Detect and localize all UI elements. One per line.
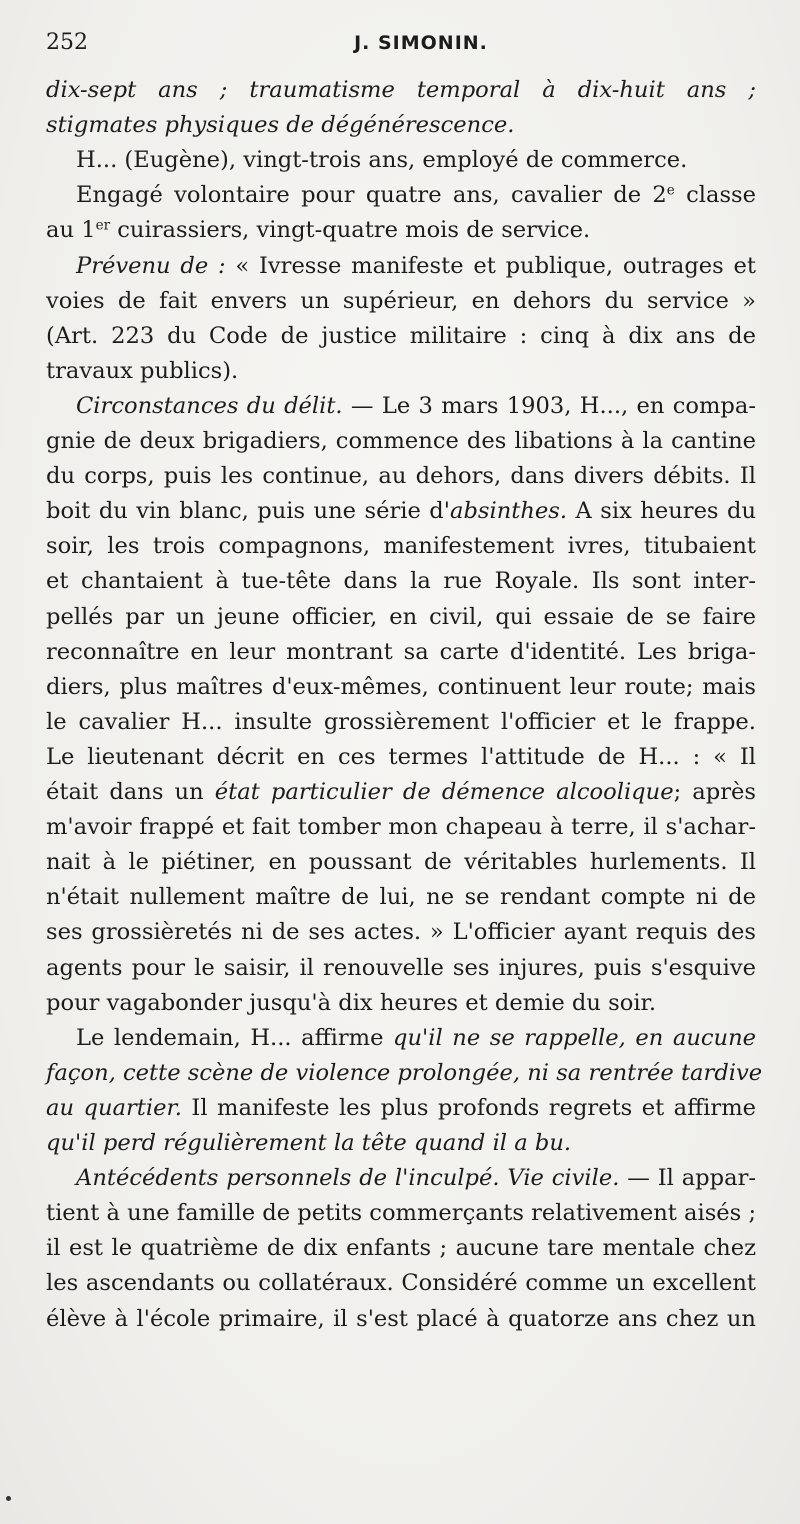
text-run: il est le quatrième de dix enfants ; aucune tare mentale chez bbox=[46, 1235, 756, 1262]
text-run: travaux publics). bbox=[46, 357, 239, 384]
italic-text: Circonstances du délit. bbox=[76, 392, 343, 419]
text-run: Le lendemain, H... affirme bbox=[76, 1024, 394, 1051]
text-run: H... (Eugène), vingt-trois ans, employé de commerce. bbox=[76, 147, 688, 174]
text-line bbox=[46, 600, 756, 634]
paper-speck bbox=[6, 1496, 11, 1501]
text-run: agents pour le saisir, il renouvelle ses injures, puis s'esquive bbox=[46, 954, 756, 981]
text-line bbox=[46, 1302, 756, 1336]
text-line bbox=[46, 1126, 756, 1160]
text-line bbox=[46, 1231, 756, 1265]
text-run: « Ivresse manifeste et publique, outrages et bbox=[225, 252, 756, 279]
text-line bbox=[46, 635, 756, 669]
text-line bbox=[76, 1161, 756, 1195]
text-run: reconnaître en leur montrant sa carte d'identité. Les briga- bbox=[46, 638, 756, 665]
text-run: m'avoir frappé et fait tomber mon chapeau à terre, il s'achar- bbox=[46, 814, 756, 841]
italic-text: stigmates physiques de dégénérescence. bbox=[46, 112, 515, 139]
text-run: cuirassiers, vingt-quatre mois de service. bbox=[110, 217, 591, 244]
italic-text: qu'il perd régulièrement la tête quand il a bu. bbox=[46, 1130, 572, 1156]
text-run: Il manifeste les plus profonds regrets et affirme bbox=[181, 1094, 756, 1121]
text-run: (Art. 223 du Code de justice militaire : cinq à dix ans de bbox=[46, 322, 756, 349]
text-line bbox=[46, 880, 756, 914]
text-line bbox=[46, 951, 756, 985]
text-line bbox=[46, 73, 756, 107]
text-run: pellés par un jeune officier, en civil, qui essaie de se faire bbox=[46, 603, 756, 630]
text-line bbox=[46, 319, 756, 353]
text-run: ; après bbox=[673, 779, 756, 805]
text-line bbox=[46, 810, 756, 844]
text-run: du corps, puis les continue, au dehors, dans divers débits. Il bbox=[46, 463, 756, 490]
text-line bbox=[46, 1196, 756, 1230]
text-line bbox=[46, 740, 756, 774]
text-line bbox=[46, 459, 756, 493]
text-line bbox=[76, 143, 756, 177]
text-run: gnie de deux brigadiers, commence des libations à la cantine bbox=[46, 428, 756, 454]
italic-text: au quartier. bbox=[46, 1094, 182, 1121]
text-run: et chantaient à tue-tête dans la rue Royale. Ils sont inter- bbox=[46, 568, 756, 595]
italic-text: façon, cette scène de violence prolongée, ni sa rentrée tardive bbox=[46, 1059, 763, 1086]
text-run: — Il appar- bbox=[619, 1165, 756, 1192]
text-line bbox=[46, 705, 756, 739]
text-run: Engagé volontaire pour quatre ans, cavalier de 2 bbox=[76, 182, 667, 209]
text-run: soir, les trois compagnons, manifestement ivres, titubaient bbox=[46, 533, 756, 560]
superscript: er bbox=[95, 217, 111, 234]
italic-text: Antécédents personnels de l'inculpé. Vie civile. bbox=[76, 1165, 620, 1192]
text-line bbox=[46, 494, 756, 528]
text-run: nait à le piétiner, en poussant de véritables hurlements. Il bbox=[46, 849, 756, 876]
page-number: 252 bbox=[46, 30, 88, 55]
text-line bbox=[76, 1021, 756, 1055]
text-line bbox=[46, 108, 756, 142]
italic-text: Prévenu de : bbox=[76, 252, 226, 279]
text-line bbox=[46, 845, 756, 879]
text-line bbox=[46, 1056, 763, 1090]
text-run: élève à l'école primaire, il s'est placé à quatorze ans chez un bbox=[46, 1305, 756, 1332]
text-run: boit du vin blanc, puis une série d' bbox=[46, 498, 450, 525]
text-run: tient à une famille de petits commerçants relativement aisés ; bbox=[46, 1200, 757, 1227]
text-line bbox=[46, 1266, 756, 1300]
page-header bbox=[46, 30, 756, 60]
italic-text: qu'il ne se rappelle, en aucune bbox=[393, 1024, 757, 1051]
text-run: — Le 3 mars 1903, H..., en compa- bbox=[342, 392, 756, 419]
text-line bbox=[46, 284, 756, 318]
text-line bbox=[46, 775, 756, 809]
text-run: était dans un bbox=[46, 779, 215, 805]
text-run: pour vagabonder jusqu'à dix heures et demie du soir. bbox=[46, 989, 657, 1016]
superscript: e bbox=[666, 182, 675, 199]
text-run: diers, plus maîtres d'eux-mêmes, continuent leur route; mais bbox=[46, 673, 756, 700]
text-line bbox=[46, 424, 756, 458]
italic-text: dix-sept ans ; traumatisme temporal à dix-huit ans ; bbox=[46, 77, 756, 103]
italic-text: absinthes. bbox=[449, 498, 568, 525]
text-run: au 1 bbox=[46, 217, 96, 244]
text-line bbox=[46, 670, 756, 704]
text-line bbox=[46, 529, 756, 563]
text-run: Le lieutenant décrit en ces termes l'attitude de H... : « Il bbox=[46, 743, 756, 770]
text-run: les ascendants ou collatéraux. Considéré comme un excellent bbox=[46, 1270, 756, 1297]
text-run: classe bbox=[674, 182, 757, 209]
text-run: le cavalier H... insulte grossièrement l'officier et le frappe. bbox=[46, 708, 756, 735]
text-line bbox=[46, 213, 756, 247]
text-line bbox=[46, 915, 756, 949]
text-line bbox=[46, 986, 756, 1020]
italic-text: état particulier de démence alcoolique bbox=[214, 779, 674, 805]
text-run: ses grossièretés ni de ses actes. » L'officier ayant requis des bbox=[46, 919, 756, 946]
text-line bbox=[76, 389, 756, 423]
text-run: voies de fait envers un supérieur, en dehors du service » bbox=[46, 287, 756, 314]
running-head: J. SIMONIN. bbox=[354, 32, 488, 54]
text-line bbox=[46, 354, 756, 388]
text-line bbox=[46, 1091, 756, 1125]
text-run: A six heures du bbox=[567, 498, 756, 525]
text-run: n'était nullement maître de lui, ne se rendant compte ni de bbox=[46, 884, 756, 911]
text-line bbox=[76, 178, 756, 212]
text-line bbox=[46, 564, 756, 598]
text-line bbox=[76, 249, 756, 283]
